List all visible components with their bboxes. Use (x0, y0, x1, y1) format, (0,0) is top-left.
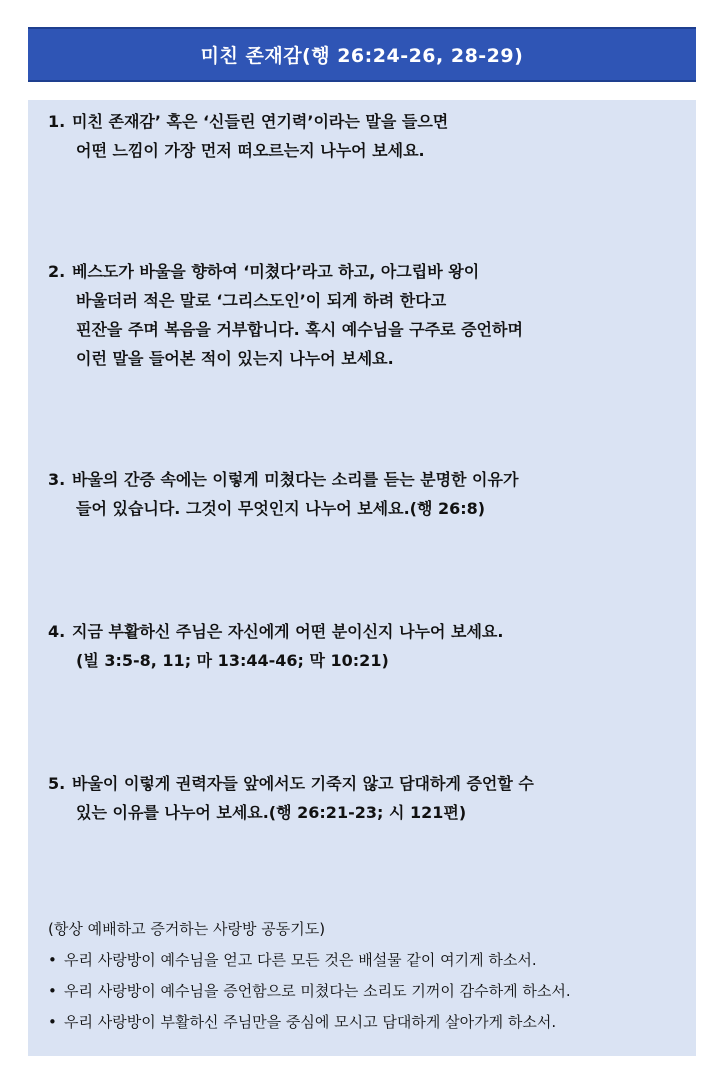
question-number: 1. (48, 112, 66, 131)
question-text-line: 바울이 이렇게 권력자들 앞에서도 기죽지 않고 담대하게 증언할 수 (72, 774, 534, 793)
question-number: 5. (48, 774, 66, 793)
question-text-line: 베스도가 바울을 향하여 ‘미쳤다’라고 하고, 아그립바 왕이 (72, 262, 480, 281)
bullet-icon: • (48, 951, 57, 969)
prayer-item-text: 우리 사랑방이 예수님을 증언함으로 미쳤다는 소리도 기꺼이 감수하게 하소서. (64, 982, 571, 1000)
question-text-line: 바울의 간증 속에는 이렇게 미쳤다는 소리를 듣는 분명한 이유가 (72, 470, 519, 489)
bullet-icon: • (48, 1013, 57, 1031)
question-number: 3. (48, 470, 66, 489)
question-2 (48, 257, 678, 373)
common-prayer (48, 914, 688, 1038)
question-1 (48, 107, 678, 165)
prayer-item (48, 1007, 688, 1038)
question-text-line: 핀잔을 주며 복음을 거부합니다. 혹시 예수님을 구주로 증언하며 (76, 320, 523, 339)
question-number: 4. (48, 622, 66, 641)
question-text-line: 지금 부활하신 주님은 자신에게 어떤 분이신지 나누어 보세요. (72, 622, 504, 641)
question-text-line: 들어 있습니다. 그것이 무엇인지 나누어 보세요.(행 26:8) (76, 499, 486, 518)
content-panel (28, 100, 696, 1056)
question-text-line: 미친 존재감’ 혹은 ‘신들린 연기력’이라는 말을 들으면 (72, 112, 449, 131)
page-title: 미친 존재감(행 26:24-26, 28-29) (200, 45, 524, 67)
prayer-title: (항상 예배하고 증거하는 사랑방 공동기도) (48, 920, 326, 938)
question-text-line: 바울더러 적은 말로 ‘그리스도인’이 되게 하려 한다고 (76, 291, 447, 310)
prayer-item (48, 945, 688, 976)
title-bar (28, 27, 696, 82)
bullet-icon: • (48, 982, 57, 1000)
question-text-line: 있는 이유를 나누어 보세요.(행 26:21-23; 시 121편) (76, 803, 467, 822)
prayer-item-text: 우리 사랑방이 부활하신 주님만을 중심에 모시고 담대하게 살아가게 하소서. (64, 1013, 557, 1031)
question-text-line: (빌 3:5-8, 11; 마 13:44-46; 막 10:21) (76, 651, 389, 670)
prayer-item-text: 우리 사랑방이 예수님을 얻고 다른 모든 것은 배설물 같이 여기게 하소서. (64, 951, 537, 969)
prayer-item (48, 976, 688, 1007)
question-5 (48, 769, 678, 827)
question-4 (48, 617, 678, 675)
question-number: 2. (48, 262, 66, 281)
question-text-line: 이런 말을 들어본 적이 있는지 나누어 보세요. (76, 349, 394, 368)
question-3 (48, 465, 678, 523)
question-text-line: 어떤 느낌이 가장 먼저 떠오르는지 나누어 보세요. (76, 141, 425, 160)
